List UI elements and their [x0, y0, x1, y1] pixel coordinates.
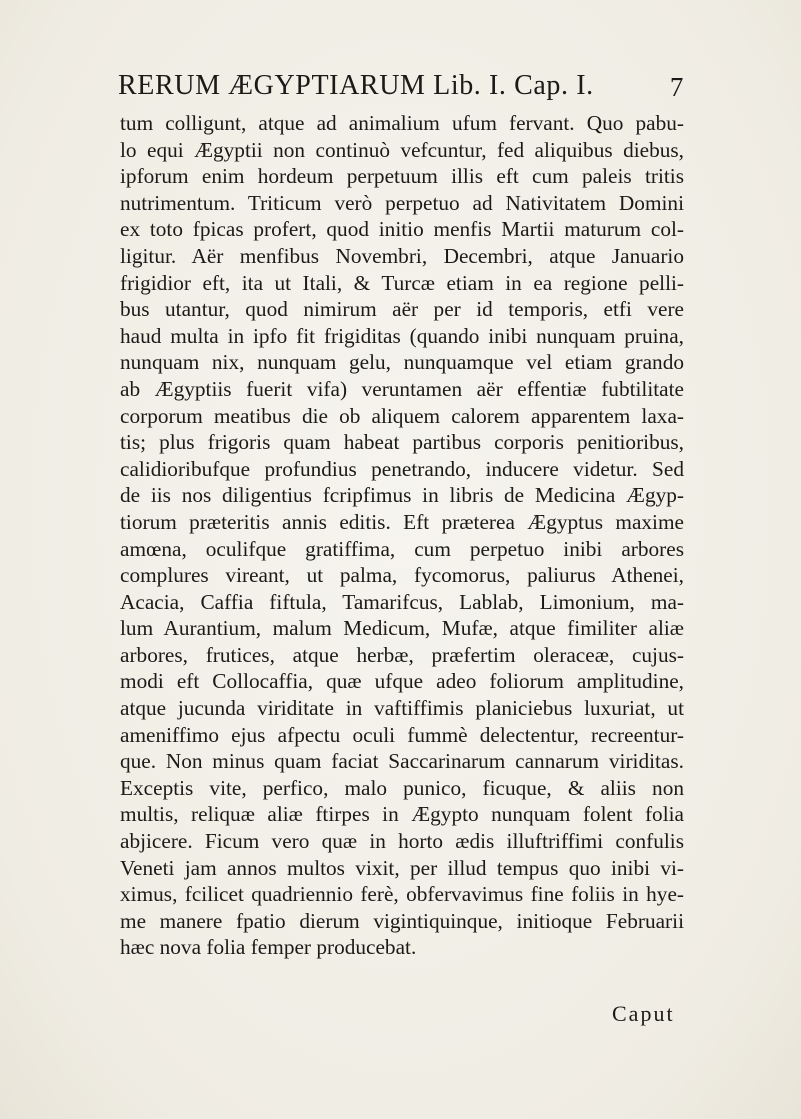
text-line: ligitur. Aër menfibus Novembri, Decembri, atque Januario [120, 243, 684, 268]
text-line: calidioribufque profundius penetrando, inducere videtur. Sed [120, 456, 684, 481]
text-line: corporum meatibus die ob aliquem calorem apparentem laxa- [120, 403, 684, 428]
text-line: me manere fpatio dierum vigintiquinque, initioque Februarii [120, 908, 684, 933]
text-line: de iis nos diligentius fcripfimus in libris de Medicina Ægyp- [120, 483, 684, 508]
text-line: Veneti jam annos multos vixit, per illud tempus quo inibi vi- [120, 855, 684, 880]
text-line: frigidior eft, ita ut Itali, & Turcæ etiam in ea regione pelli- [120, 270, 684, 295]
text-line: abjicere. Ficum vero quæ in horto ædis illuftriffimi confulis [120, 829, 684, 854]
text-line: complures vireant, ut palma, fycomorus, paliurus Athenei, [120, 563, 684, 588]
page-number: 7 [669, 72, 684, 102]
text-line: arbores, frutices, atque herbæ, præfertim oleraceæ, cujus- [120, 642, 684, 667]
text-line: amœna, oculifque gratiffima, cum perpetuo inibi arbores [120, 536, 684, 561]
text-line: lo equi Ægyptii non continuò vefcuntur, fed aliquibus diebus, [120, 137, 684, 162]
text-line: ximus, fcilicet quadriennio ferè, obfervavimus fine foliis in hye- [120, 882, 684, 907]
text-line: Acacia, Caffia fiftula, Tamarifcus, Lablab, Limonium, ma- [120, 589, 684, 614]
text-line: nutrimentum. Triticum verò perpetuo ad Nativitatem Domini [120, 190, 684, 215]
text-line: modi eft Collocaffia, quæ ufque adeo foliorum amplitudine, [120, 669, 684, 694]
text-line: tis; plus frigoris quam habeat partibus corporis penitioribus, [120, 430, 684, 455]
text-line: hæc nova folia femper producebat. [120, 935, 417, 960]
text-line: ab Ægyptiis fuerit vifa) veruntamen aër effentiæ fubtilitate [120, 376, 684, 401]
body-text [120, 110, 684, 961]
text-line: ipforum enim hordeum perpetuum illis eft cum paleis tritis [120, 164, 684, 189]
text-line: nunquam nix, nunquam gelu, nunquamque vel etiam grando [120, 350, 684, 375]
text-line: haud multa in ipfo fit frigiditas (quando inibi nunquam pruina, [120, 323, 684, 348]
page-header [118, 70, 684, 110]
text-line: Exceptis vite, perfico, malo punico, ficuque, & aliis non [120, 775, 684, 800]
text-line: atque jucunda viriditate in vaftiffimis planiciebus luxuriat, ut [120, 696, 684, 721]
text-line: multis, reliquæ aliæ ftirpes in Ægypto nunquam folent folia [120, 802, 684, 827]
text-line: ex toto fpicas profert, quod initio menfis Martii maturum col- [120, 217, 684, 242]
catchword: Caput [612, 1001, 675, 1026]
text-line: ameniffimo ejus afpectu oculi fummè delectentur, recreentur- [120, 722, 684, 747]
running-title: RERUM ÆGYPTIARUM Lib. I. Cap. I. [118, 70, 594, 101]
text-line: lum Aurantium, malum Medicum, Mufæ, atque fimiliter aliæ [120, 616, 684, 641]
text-line: tum colligunt, atque ad animalium ufum fervant. Quo pabu- [120, 111, 684, 135]
text-line: que. Non minus quam faciat Saccarinarum cannarum viriditas. [120, 749, 684, 774]
text-line: tiorum præteritis annis editis. Eft præterea Ægyptus maxime [120, 509, 684, 534]
text-line: bus utantur, quod nimirum aër per id temporis, etfi vere [120, 297, 684, 322]
